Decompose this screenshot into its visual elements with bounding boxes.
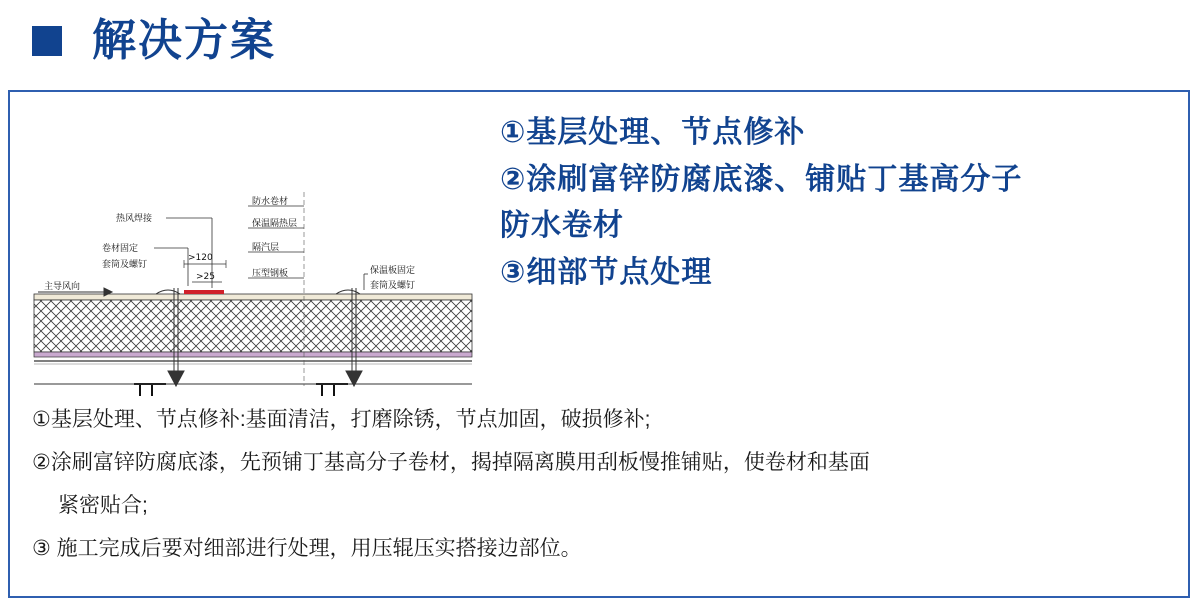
label-sleeve-screw-right: 套筒及螺钉: [370, 281, 416, 291]
content-panel: [8, 90, 1190, 598]
label-insulation-layer: 保温隔热层: [252, 219, 298, 229]
label-roll-fix: 卷材固定: [102, 244, 139, 254]
solution-step-2-cont: 防水卷材: [500, 209, 624, 242]
label-profiled-steel: 压型钢板: [252, 269, 289, 279]
detail-line-2-cont: 紧密贴合;: [58, 493, 148, 517]
detail-line-2: ②涂刷富锌防腐底漆，先预铺丁基高分子卷材，揭掉隔离膜用刮板慢推铺贴，使卷材和基面: [32, 450, 870, 474]
detail-line-1: ①基层处理、节点修补:基面清洁，打磨除锈，节点加固，破损修补;: [32, 408, 651, 431]
label-dim-25: >25: [196, 272, 215, 282]
solution-steps-list: [500, 110, 1180, 296]
top-area: [10, 92, 1188, 397]
label-main-wind: 主导风向: [44, 282, 81, 292]
solution-step-3: ③细部节点处理: [500, 255, 713, 289]
label-insulation-fix: 保温板固定: [370, 266, 416, 276]
roof-detail-diagram: [16, 96, 486, 396]
label-vapor-barrier: 隔汽层: [252, 243, 280, 253]
slide-title-row: [0, 6, 1200, 76]
details-block: [32, 400, 1172, 572]
label-sleeve-screw-left: 套筒及螺钉: [102, 260, 148, 270]
detail-line-3: ③ 施工完成后要对细部进行处理，用压辊压实搭接边部位。: [32, 536, 582, 560]
label-waterproof-membrane: 防水卷材: [252, 197, 289, 207]
label-hot-air-weld: 热风焊接: [116, 214, 153, 224]
label-dim-120: >120: [188, 253, 213, 263]
square-bullet-icon: [32, 26, 62, 56]
solution-step-2: ②涂刷富锌防腐底漆、铺贴丁基高分子: [500, 162, 1023, 196]
solution-step-1: ①基层处理、节点修补: [500, 116, 806, 149]
page-title: 解决方案: [92, 16, 276, 65]
